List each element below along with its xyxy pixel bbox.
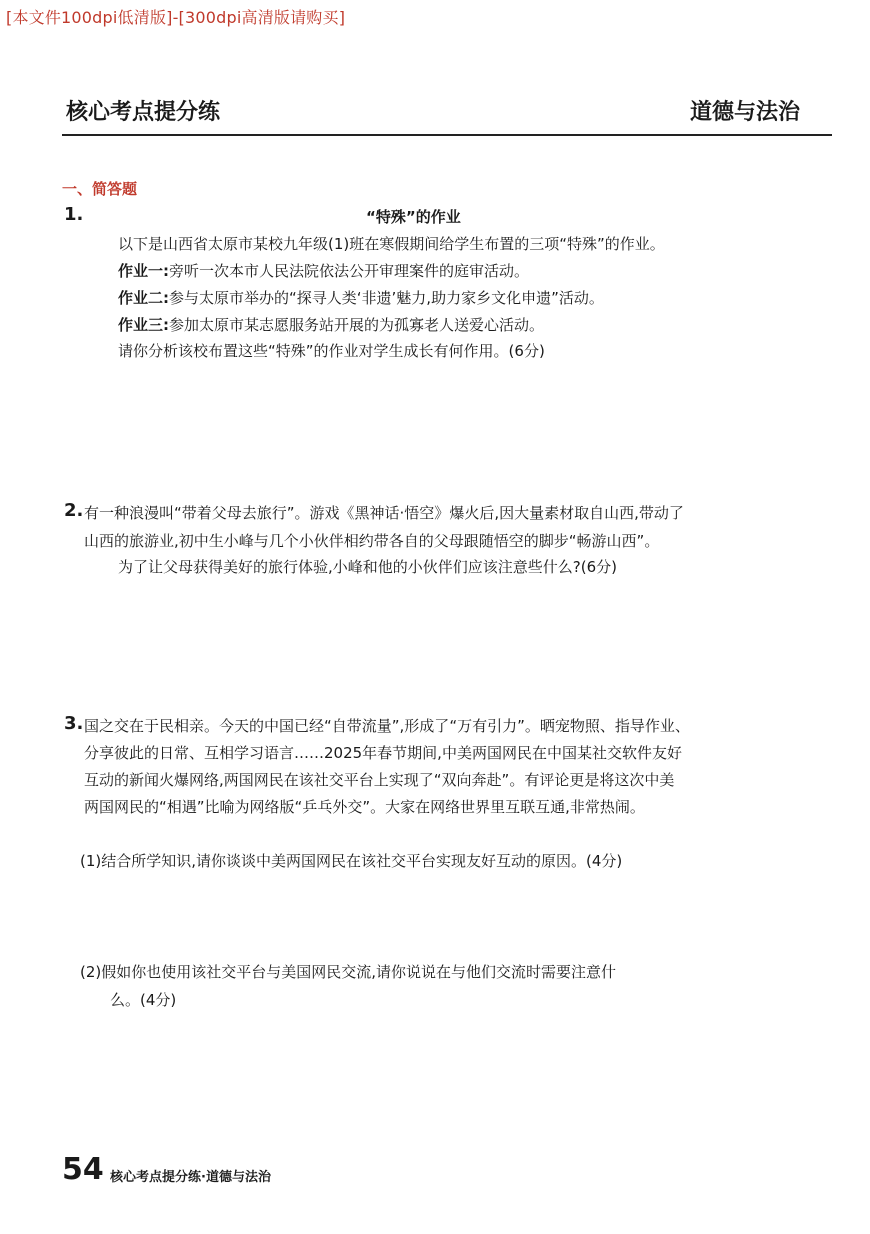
question-3-number: 3.: [64, 713, 84, 734]
homework-item-1: [118, 260, 529, 282]
question-3-text-line: 两国网民的“相遇”比喻为网络版“乒乓外交”。大家在网络世界里互联互通,非常热闹。: [84, 798, 645, 816]
header-divider: [62, 134, 832, 136]
homework-item-label: 作业三:: [118, 316, 169, 334]
question-1-title: “特殊”的作业: [366, 208, 461, 226]
question-3-text-line: 分享彼此的日常、互相学习语言……2025年春节期间,中美两国网民在中国某社交软件友好: [84, 744, 682, 762]
question-3-text-line: 国之交在于民相亲。今天的中国已经“自带流量”,形成了“万有引力”。晒宠物照、指导作业、: [84, 717, 690, 735]
question-3-subquestion-1: (1)结合所学知识,请你谈谈中美两国网民在该社交平台实现友好互动的原因。(4分): [80, 852, 623, 870]
question-2-number: 2.: [64, 500, 84, 521]
section-title: 一、简答题: [62, 180, 138, 198]
question-2-prompt: 为了让父母获得美好的旅行体验,小峰和他的小伙伴们应该注意些什么?(6分): [118, 558, 617, 576]
question-3-text-line: 互动的新闻火爆网络,两国网民在该社交平台上实现了“双向奔赴”。有评论更是将这次中美: [84, 771, 675, 789]
homework-item-text: 旁听一次本市人民法院依法公开审理案件的庭审活动。: [169, 262, 530, 280]
question-3-subquestion-2-line: (2)假如你也使用该社交平台与美国网民交流,请你说说在与他们交流时需要注意什: [80, 963, 617, 981]
homework-item-2: [118, 287, 604, 309]
question-1-intro: 以下是山西省太原市某校九年级(1)班在寒假期间给学生布置的三项“特殊”的作业。: [118, 235, 665, 253]
book-title-header: 核心考点提分练: [66, 100, 221, 125]
question-2-text-line: 有一种浪漫叫“带着父母去旅行”。游戏《黑神话·悟空》爆火后,因大量素材取自山西,带动了: [84, 504, 684, 522]
question-1-number: 1.: [64, 204, 84, 225]
footer-book-title: 核心考点提分练·道德与法治: [110, 1170, 271, 1185]
watermark-text: [本文件100dpi低清版]-[300dpi高清版请购买]: [6, 8, 346, 27]
question-3-subquestion-2-line: 么。(4分): [110, 991, 177, 1009]
homework-item-label: 作业一:: [118, 262, 169, 280]
homework-item-text: 参加太原市某志愿服务站开展的为孤寡老人送爱心活动。: [169, 316, 545, 334]
subject-title-header: 道德与法治: [690, 100, 801, 125]
question-2-text-line: 山西的旅游业,初中生小峰与几个小伙伴相约带各自的父母跟随悟空的脚步“畅游山西”。: [84, 532, 660, 550]
question-1-prompt: 请你分析该校布置这些“特殊”的作业对学生成长有何作用。(6分): [118, 342, 545, 360]
homework-item-3: [118, 314, 544, 336]
page-number: 54: [62, 1152, 104, 1187]
homework-item-label: 作业二:: [118, 289, 169, 307]
homework-item-text: 参与太原市举办的“探寻人类‘非遗’魅力,助力家乡文化申遗”活动。: [169, 289, 604, 307]
